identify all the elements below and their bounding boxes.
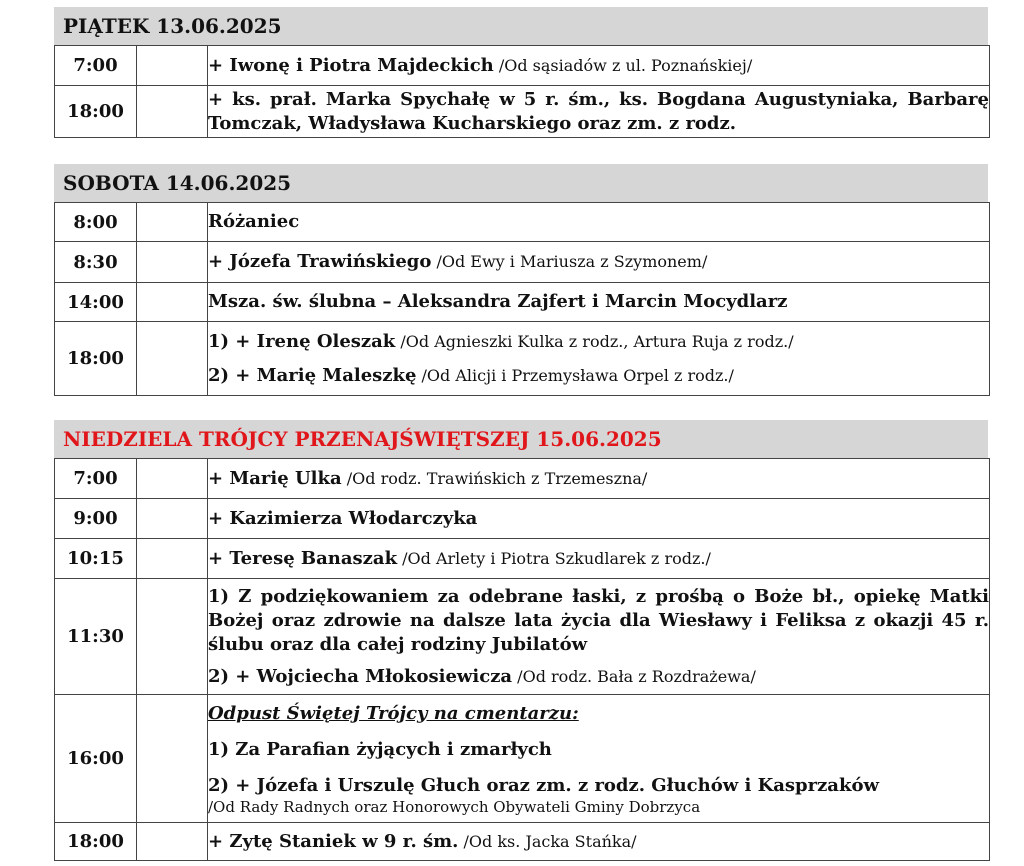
intention-cell: [208, 823, 990, 861]
mass-time: 8:00: [55, 203, 137, 242]
intention-text: 1) + Irenę Oleszak: [208, 330, 396, 352]
mass-time: 11:30: [55, 579, 137, 695]
intention-text: + ks. prał. Marka Spychałę w 5 r. śm., ks. Bogdana Augustyniaka, Barbarę Tomczak, Władysława Kucharskiego oraz zm. z rodz.: [208, 86, 990, 138]
table-row: [55, 579, 990, 695]
intention-cell: [208, 322, 990, 396]
intention-text: 2) + Józefa i Urszulę Głuch oraz zm. z rodz. Głuchów i Kasprzaków: [208, 774, 879, 796]
intention-note: /Od ks. Jacka Stańka/: [458, 831, 637, 851]
mass-time: 14:00: [55, 283, 137, 322]
intention-note: /Od Agnieszki Kulka z rodz., Artura Ruja z rodz./: [395, 331, 794, 351]
table-row: [55, 242, 990, 283]
intention-cell: [208, 579, 990, 695]
schedule-table-friday: [54, 45, 990, 138]
intention-text: + Teresę Banaszak: [208, 547, 398, 569]
intention-text: 2) + Wojciecha Młokosiewicza: [208, 665, 513, 687]
intention-text: + Józefa Trawińskiego: [208, 251, 432, 272]
mass-time: 18:00: [55, 823, 137, 861]
intention-note: /Od Rady Radnych oraz Honorowych Obywateli Gminy Dobrzyca: [208, 797, 701, 816]
schedule-table-sunday: [54, 458, 990, 861]
mass-time: 10:15: [55, 539, 137, 579]
schedule-table-saturday: [54, 202, 990, 396]
intention-text: + Marię Ulka: [208, 467, 342, 489]
mass-time: 18:00: [55, 322, 137, 396]
table-row: [55, 46, 990, 86]
table-row: [55, 823, 990, 861]
table-row: [55, 86, 990, 138]
mass-time: 9:00: [55, 499, 137, 539]
intention-note: /Od sąsiadów z ul. Poznańskiej/: [493, 55, 753, 75]
table-row: [55, 499, 990, 539]
mass-time: 7:00: [55, 46, 137, 86]
intention-cell: [208, 242, 990, 283]
table-row: [55, 322, 990, 396]
table-row: [55, 459, 990, 499]
table-row: [55, 539, 990, 579]
intention-text: + Iwonę i Piotra Majdeckich: [208, 54, 494, 76]
intention-text: Różaniec: [208, 203, 990, 242]
table-row: [55, 283, 990, 322]
intention-note: /Od rodz. Trawińskich z Trzemeszna/: [341, 468, 648, 488]
indulgence-heading: Odpust Świętej Trójcy na cmentarzu:: [208, 702, 579, 724]
intention-text: 2) + Marię Maleszkę: [208, 364, 417, 386]
intention-cell: [208, 695, 990, 823]
day-header-saturday: SOBOTA 14.06.2025: [54, 164, 988, 202]
intention-note: /Od Arlety i Piotra Szkudlarek z rodz./: [397, 548, 711, 568]
intention-text: 1) Z podziękowaniem za odebrane łaski, z prośbą o Boże bł., opiekę Matki Bożej oraz zdrowie na dalsze lata życia dla Wiesławy i Feliksa z okazji 45 r. ślubu oraz dla całej rodziny Jubilatów: [208, 585, 989, 655]
intention-note: /Od Alicji i Przemysława Orpel z rodz./: [416, 365, 734, 385]
intention-note: /Od rodz. Bała z Rozdrażewa/: [512, 666, 756, 686]
day-header-friday: PIĄTEK 13.06.2025: [54, 7, 988, 45]
table-row: [55, 695, 990, 823]
table-row: [55, 203, 990, 242]
mass-time: 18:00: [55, 86, 137, 138]
day-header-sunday: NIEDZIELA TRÓJCY PRZENAJŚWIĘTSZEJ 15.06.2025: [54, 420, 988, 458]
intention-text: Msza. św. ślubna – Aleksandra Zajfert i Marcin Mocydlarz: [208, 283, 990, 322]
intention-cell: [208, 46, 990, 86]
intention-text: 1) Za Parafian żyjących i zmarłych: [208, 738, 552, 760]
mass-time: 8:30: [55, 242, 137, 283]
intention-cell: [208, 539, 990, 579]
intention-note: /Od Ewy i Mariusza z Szymonem/: [431, 252, 708, 271]
mass-time: 16:00: [55, 695, 137, 823]
intention-cell: [208, 459, 990, 499]
intention-text: + Zytę Staniek w 9 r. śm.: [208, 830, 459, 852]
intention-text: + Kazimierza Włodarczyka: [208, 499, 990, 539]
mass-time: 7:00: [55, 459, 137, 499]
